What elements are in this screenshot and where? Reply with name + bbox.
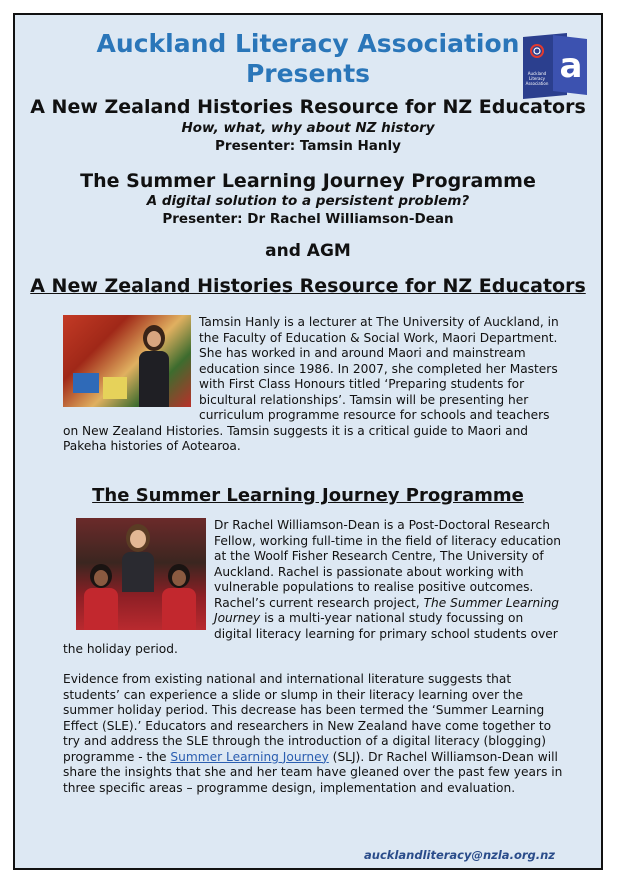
contact-email[interactable]: aucklandliteracy@nzla.org.nz bbox=[364, 848, 555, 862]
logo-mark: a bbox=[559, 46, 583, 86]
event2-subtitle: A digital solution to a persistent problem? bbox=[146, 193, 470, 209]
para2-text-a: Evidence from existing national and international literature suggests that students’ can experience a slide or slump in their literacy learning over the summer holiday period. This decrease has been termed the ‘Summer Learning Effect (SLE).’ Educators and researchers in New Zealand have come together to try and address the SLE through the introduction of a digital literacy (blogging) programme - the bbox=[63, 672, 552, 764]
event1-presenter: Presenter: Tamsin Hanly bbox=[215, 138, 401, 154]
svg-text:AucklandLiteracyAssociation: Auckland Literacy Association bbox=[525, 71, 549, 86]
section1-text: Tamsin Hanly is a lecturer at The University of Auckland, in the Faculty of Education & Social Work, Maori Department. She has worked in and around Maori and mainstream education since 1986. In 2007, she completed her Masters with First Class Honours titled ‘Preparing students for bicultural relationships’. Tamsin will be presenting her curriculum programme resource for schools and teachers on New Zealand Histories. Tamsin suggests it is a critical guide to Maori and Pakeha histories of Aotearoa. bbox=[63, 315, 559, 453]
presenter1-photo bbox=[63, 315, 191, 407]
agm-label: and AGM bbox=[265, 241, 351, 261]
presents-title: Presents bbox=[245, 59, 371, 88]
section2-body bbox=[63, 518, 563, 658]
section1-heading: A New Zealand Histories Resource for NZ Educators bbox=[30, 275, 586, 297]
section2-heading: The Summer Learning Journey Programme bbox=[92, 485, 524, 506]
section2-project-name: The Summer Learning Journey bbox=[214, 595, 560, 625]
section2-paragraph2 bbox=[63, 672, 563, 796]
slj-link[interactable]: Summer Learning Journey bbox=[170, 749, 329, 764]
section2-text-b: is a multi-year national study focussing on digital literacy learning for primary school students over the holiday period. bbox=[63, 611, 558, 656]
association-logo bbox=[523, 33, 587, 99]
event1-subtitle: How, what, why about NZ history bbox=[181, 120, 435, 136]
para2-text-b: (SLJ). Dr Rachel Williamson-Dean will share the insights that she and her team have gleaned over the past few years in three specific areas – programme design, implementation and evaluation. bbox=[63, 749, 563, 795]
section1-body bbox=[63, 315, 563, 455]
event2-presenter: Presenter: Dr Rachel Williamson-Dean bbox=[162, 211, 454, 227]
org-title: Auckland Literacy Association bbox=[96, 29, 520, 58]
presenter2-photo bbox=[76, 518, 206, 630]
event1-title: A New Zealand Histories Resource for NZ Educators bbox=[30, 96, 586, 118]
flyer-frame bbox=[13, 13, 603, 870]
section2-text-a: Dr Rachel Williamson-Dean is a Post-Doctoral Research Fellow, working full-time in the field of literacy education at the Woolf Fisher Research Centre, The University of Auckland. Rachel is passionate about working with vulnerable populations to realise positive outcomes. Rachel’s current research project, bbox=[214, 518, 562, 610]
event2-title: The Summer Learning Journey Programme bbox=[80, 170, 536, 192]
